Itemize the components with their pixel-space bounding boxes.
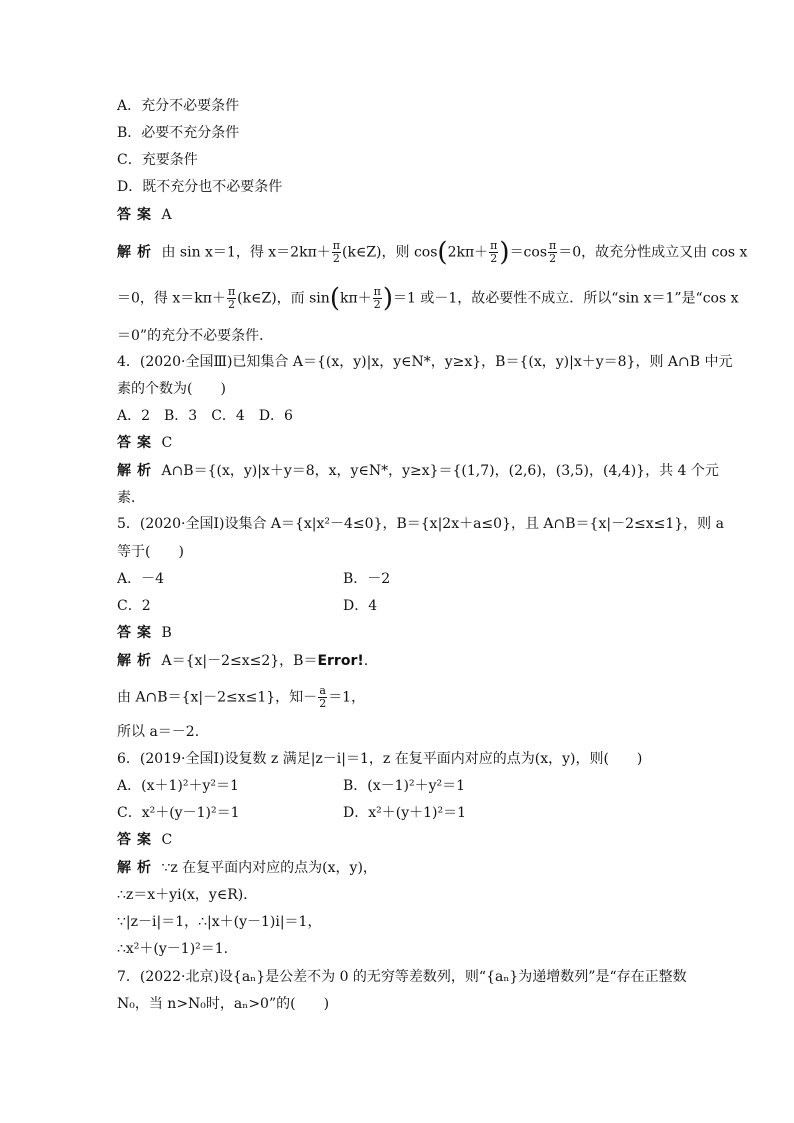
paren-close: )	[499, 237, 510, 268]
q7-stem-line-2: N₀，当 n>N₀时，aₙ>0”的( )	[117, 996, 330, 1012]
answer-value: C	[161, 832, 173, 848]
q3-answer-row	[117, 205, 172, 225]
q4-analysis-line-1	[117, 461, 719, 481]
frac-den: 2	[319, 697, 327, 710]
answer-label: 答案	[117, 435, 157, 451]
q7-stem-line-1: 7．(2022·北京)设{aₙ}是公差不为 0 的无穷等差数列，则“{aₙ}为递增数列”是“存在正整数	[117, 969, 687, 985]
analysis-text: ＝1 或－1，故必要性不成立．所以“sin x＝1”是“cos x	[393, 290, 739, 307]
q6-analysis-line-3: ∵|z－i|＝1，∴|x＋(y－1)i|＝1，	[117, 914, 322, 930]
q5-analysis-line-2	[117, 685, 365, 710]
analysis-text: ＝0，得 x＝kπ＋	[117, 290, 226, 307]
q6-option-d: D．x²＋(y＋1)²＝1	[343, 805, 466, 821]
q6-option-b: B．(x－1)²＋y²＝1	[343, 778, 466, 794]
analysis-text: .	[363, 653, 369, 669]
q6-analysis-line-4: ∴x²＋(y－1)²＝1.	[117, 941, 229, 957]
frac-num: π	[549, 239, 557, 252]
fraction-pi-over-2	[373, 286, 382, 311]
fraction-pi-over-2	[489, 240, 498, 265]
frac-den: 2	[228, 298, 236, 311]
q3-analysis-line-1	[117, 237, 748, 268]
analysis-text: 由 A∩B＝{x|－2≤x≤1}，知－	[117, 689, 318, 706]
q5-option-c: C．2	[117, 598, 151, 614]
analysis-text: ＝cos	[509, 244, 548, 261]
analysis-label: 解析	[117, 653, 157, 669]
analysis-text: kπ＋	[339, 290, 372, 307]
paren-open: (	[329, 283, 340, 314]
analysis-label: 解析	[117, 463, 157, 479]
q5-answer-row	[117, 623, 172, 643]
frac-num: π	[490, 239, 498, 252]
analysis-label: 解析	[117, 860, 157, 876]
paren-close: )	[382, 283, 394, 314]
frac-num: π	[373, 285, 381, 298]
q6-analysis-line-1	[117, 858, 377, 878]
q3-analysis-line-2	[117, 283, 739, 314]
analysis-text: ＝0，故充分性成立又由 cos x	[558, 244, 748, 261]
answer-label: 答案	[117, 832, 157, 848]
analysis-label: 解析	[117, 244, 157, 261]
analysis-text: 由 sin x＝1，得 x＝2kπ＋	[161, 244, 331, 261]
q5-analysis-line-3: 所以 a＝－2.	[117, 724, 200, 740]
q5-option-b: B．－2	[343, 571, 391, 587]
answer-label: 答案	[117, 625, 157, 641]
q4-analysis-line-2: 素．	[117, 490, 145, 506]
q5-stem-line-2: 等于( )	[117, 544, 184, 560]
fraction-a-over-2	[318, 685, 327, 710]
answer-label: 答案	[117, 207, 157, 223]
q5-option-d: D．4	[343, 598, 378, 614]
frac-num: π	[227, 285, 236, 298]
frac-num: π	[332, 239, 341, 252]
paren-open: (	[437, 237, 448, 268]
q3-option-c: C．充要条件	[117, 152, 198, 168]
error-text: Error!	[317, 653, 364, 669]
fraction-pi-over-2	[227, 286, 236, 311]
analysis-text: (k∈Z)，则 cos	[342, 244, 438, 261]
fraction-pi-over-2	[548, 240, 557, 265]
q6-analysis-line-2: ∴z＝x＋yi(x，y∈R)．	[117, 887, 258, 903]
analysis-text: ＝1，	[328, 689, 366, 706]
answer-value: B	[161, 625, 172, 641]
q5-stem-line-1: 5．(2020·全国Ⅰ)设集合 A＝{x|x²－4≤0}，B＝{x|2x＋a≤0}，且 A∩B＝{x|－2≤x≤1}，则 a	[117, 516, 724, 532]
q4-stem-line-1: 4．(2020·全国Ⅲ)已知集合 A＝{(x，y)|x，y∈N*，y≥x}，B＝{(x，y)|x＋y＝8}，则 A∩B 中元	[117, 354, 733, 370]
q6-stem-line-1: 6．(2019·全国Ⅰ)设复数 z 满足|z－i|＝1，z 在复平面内对应的点为(x，y)，则( )	[117, 751, 643, 767]
fraction-pi-over-2	[332, 240, 341, 265]
q3-analysis-line-3: ＝0”的充分不必要条件．	[117, 328, 274, 344]
frac-den: 2	[549, 252, 557, 265]
q6-answer-row	[117, 830, 172, 850]
analysis-text: (k∈Z)，而 sin	[237, 290, 330, 307]
q4-answer-row	[117, 433, 172, 453]
analysis-text: 2kπ＋	[447, 244, 489, 261]
q6-option-a: A．(x＋1)²＋y²＝1	[117, 778, 239, 794]
q3-option-b: B．必要不充分条件	[117, 125, 240, 141]
answer-value: A	[161, 207, 172, 223]
q5-option-a: A．－4	[117, 571, 165, 587]
analysis-text: ∵z 在复平面内对应的点为(x，y)，	[161, 860, 377, 876]
q6-option-c: C．x²＋(y－1)²＝1	[117, 805, 240, 821]
frac-num: a	[319, 684, 326, 697]
q4-stem-line-2: 素的个数为( )	[117, 381, 226, 397]
q3-option-d: D．既不充分也不必要条件	[117, 179, 283, 195]
answer-value: C	[161, 435, 173, 451]
frac-den: 2	[373, 298, 381, 311]
frac-den: 2	[490, 252, 498, 265]
q5-analysis-line-1	[117, 651, 368, 671]
analysis-text: A∩B＝{(x，y)|x＋y＝8，x，y∈N*，y≥x}＝{(1,7)，(2,6)，(3,5)，(4,4)}，共 4 个元	[161, 463, 719, 479]
frac-den: 2	[332, 252, 340, 265]
q4-options: A．2 B．3 C．4 D．6	[117, 408, 293, 424]
q3-option-a: A．充分不必要条件	[117, 98, 240, 114]
analysis-text: A＝{x|－2≤x≤2}，B＝	[161, 653, 318, 669]
